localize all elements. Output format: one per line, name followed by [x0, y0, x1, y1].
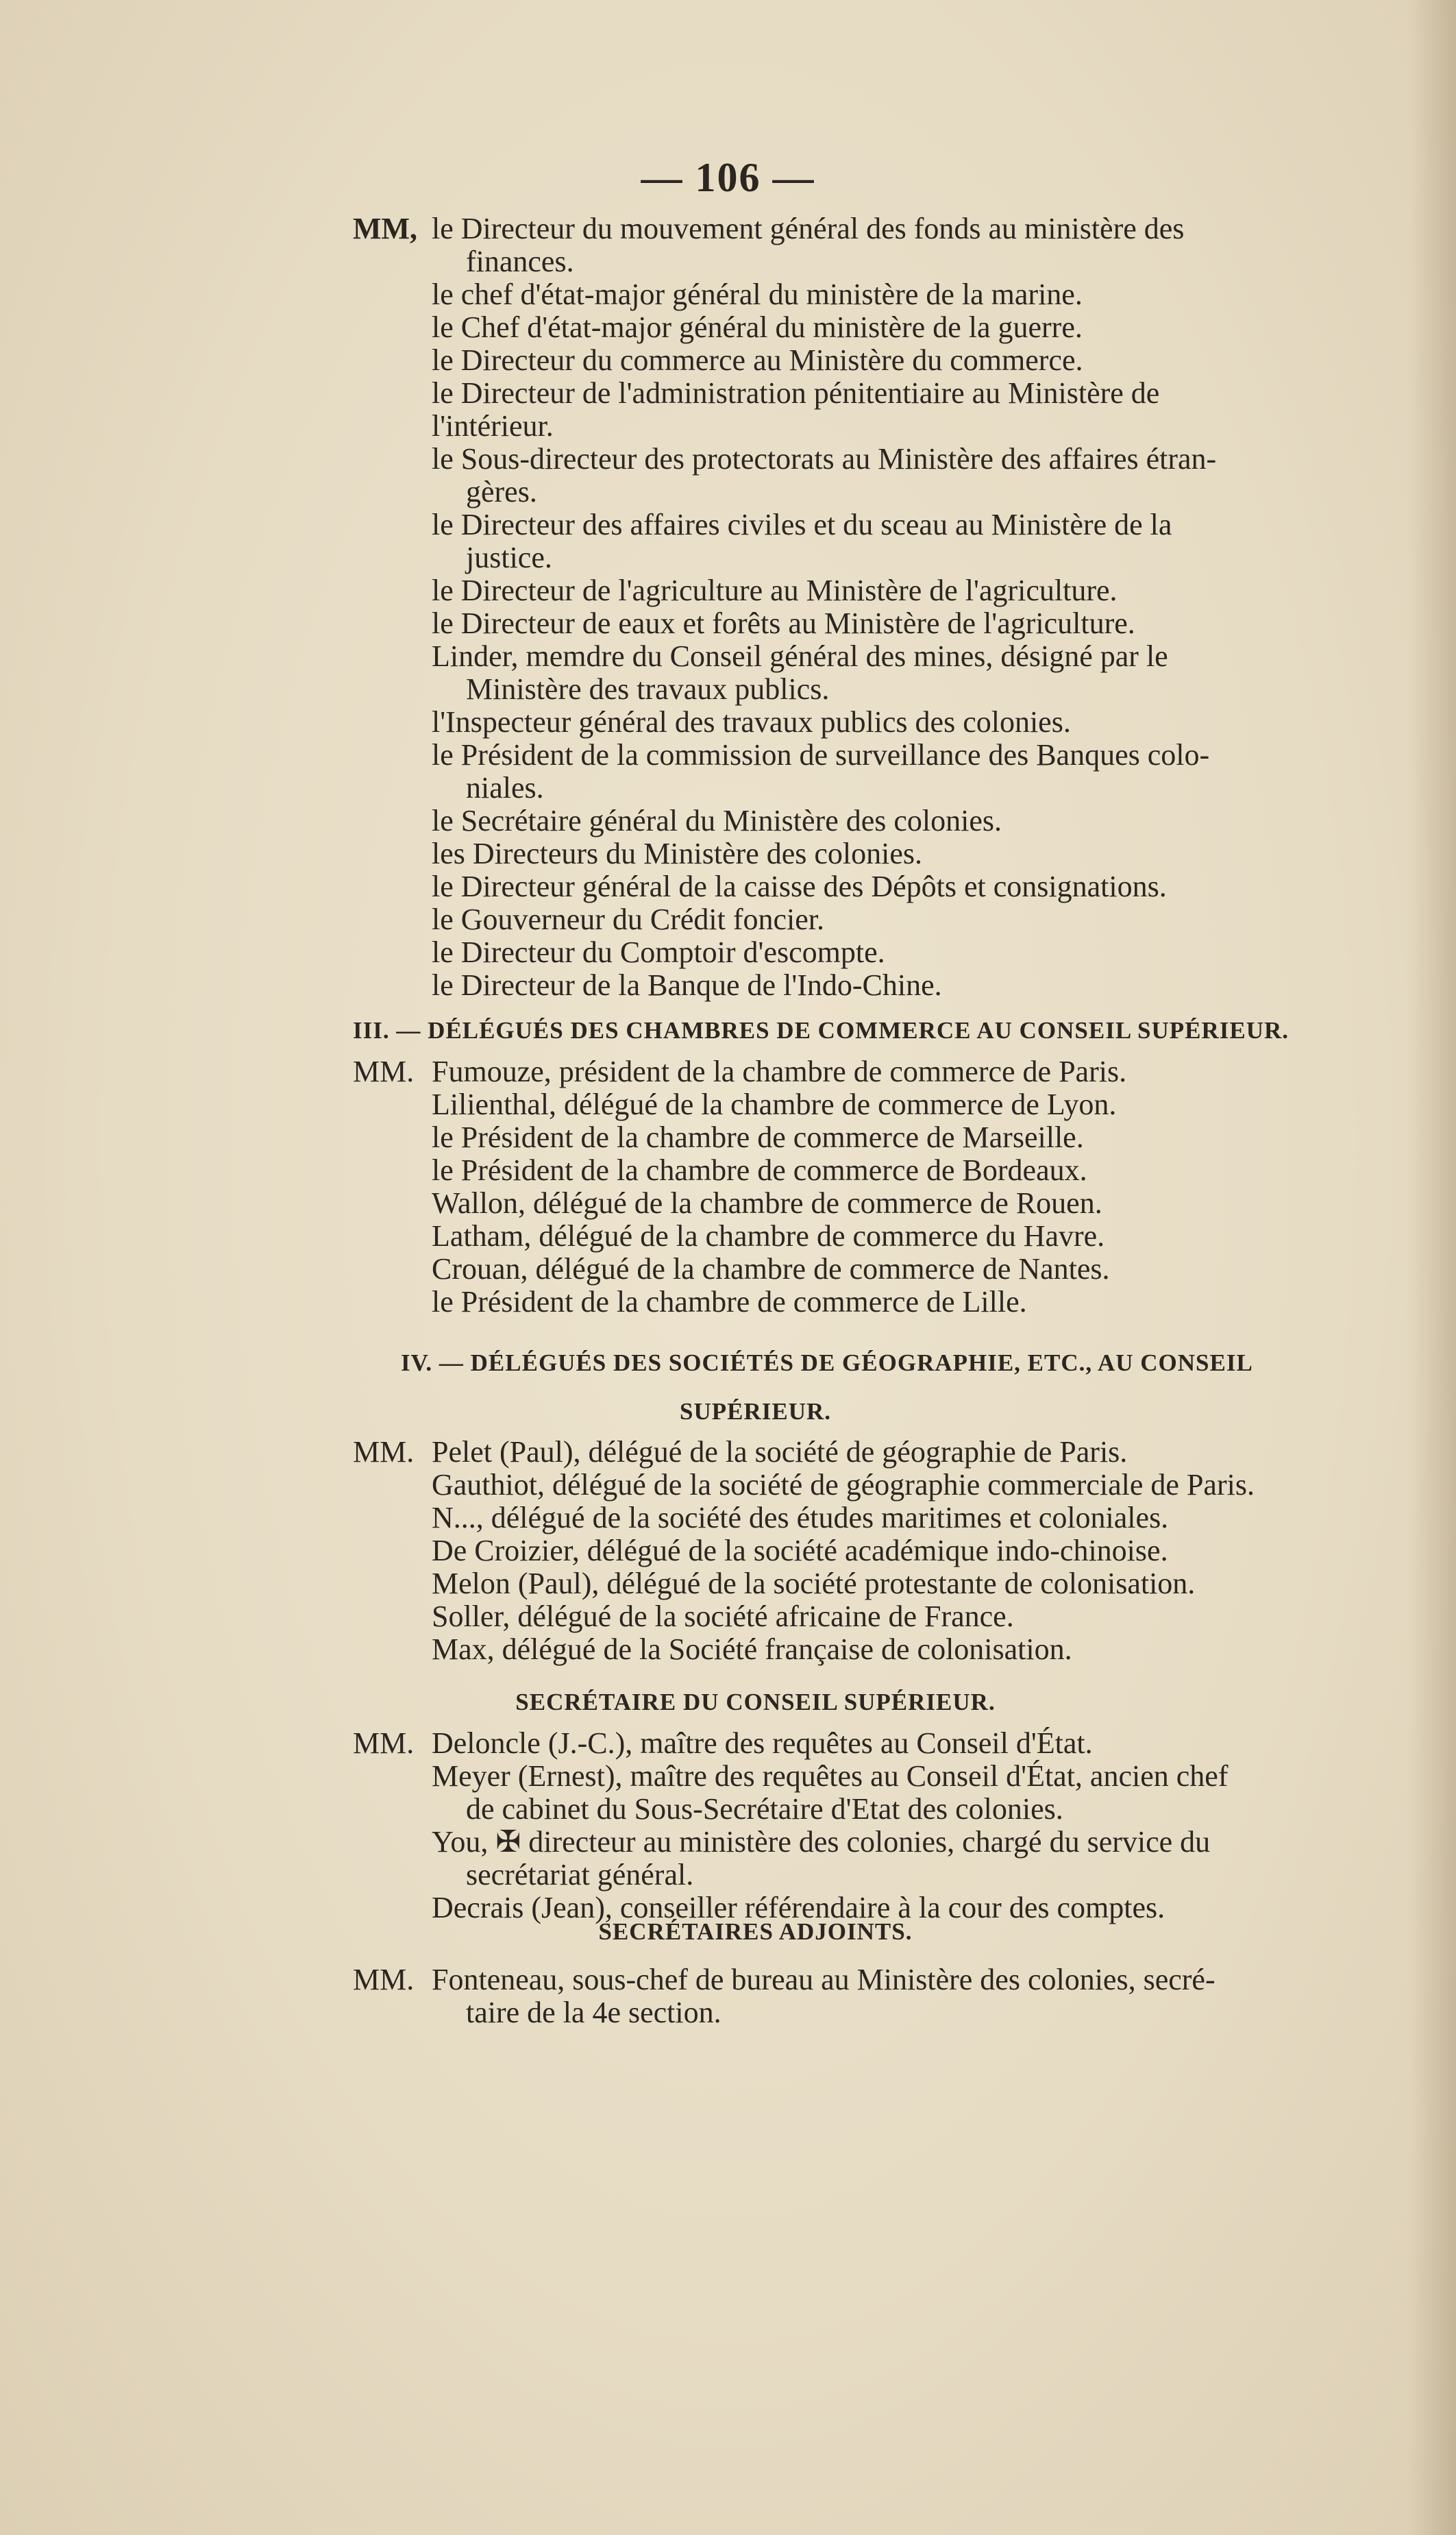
secretaires-adjoints-heading-wrap — [0, 1915, 1456, 1948]
line-text: finances. — [466, 245, 574, 278]
list-item — [346, 311, 1401, 344]
line-text: le chef d'état-major général du ministère de la marine. — [432, 278, 1083, 311]
line-text: le Directeur des affaires civiles et du sceau au Ministère de la — [432, 508, 1172, 541]
secretaire-heading: SECRÉTAIRE DU CONSEIL SUPÉRIEUR. — [515, 1689, 996, 1715]
line-text: Meyer (Ernest), maître des requêtes au Conseil d'État, ancien chef — [432, 1759, 1229, 1793]
list-item — [346, 805, 1401, 837]
secretaires-adjoints-heading: SECRÉTAIRES ADJOINTS. — [598, 1918, 913, 1945]
secretaire-heading-wrap — [0, 1686, 1456, 1719]
list-item — [346, 1793, 1401, 1826]
list-item — [346, 1436, 1401, 1469]
list-item — [346, 903, 1401, 936]
line-text: taire de la 4e section. — [466, 1996, 721, 2029]
secretaire-list — [346, 1727, 1401, 1924]
line-text: le Directeur de eaux et forêts au Ministère de l'agriculture. — [432, 607, 1135, 640]
line-text: de cabinet du Sous-Secrétaire d'Etat des colonies. — [466, 1792, 1063, 1826]
list-item — [346, 1121, 1401, 1154]
line-text: niales. — [466, 771, 544, 805]
section-iv-heading: IV. — DÉLÉGUÉS DES SOCIÉTÉS DE GÉOGRAPHIE, ETC., AU CONSEIL — [401, 1349, 1253, 1376]
list-item — [346, 706, 1401, 739]
list-item — [346, 377, 1401, 410]
line-text: le Directeur de l'agriculture au Ministère de l'agriculture. — [432, 574, 1118, 607]
list-item — [346, 509, 1401, 541]
list-item — [346, 344, 1401, 377]
line-text: gères. — [466, 475, 537, 509]
list-item — [346, 410, 1401, 443]
line-text: le Directeur du Comptoir d'escompte. — [432, 935, 885, 969]
list-item — [346, 245, 1401, 278]
list-item — [346, 1963, 1401, 1996]
line-text: le Président de la chambre de commerce de Lille. — [432, 1285, 1027, 1319]
line-text: secrétariat général. — [466, 1858, 694, 1891]
section-iv — [401, 1347, 1456, 1380]
list-item — [346, 673, 1401, 706]
line-text: Fonteneau, sous-chef de bureau au Ministère des colonies, secré- — [432, 1963, 1216, 1996]
list-item — [346, 772, 1401, 805]
line-text: le Sous-directeur des protectorats au Ministère des affaires étran- — [432, 442, 1217, 476]
line-text: Crouan, délégué de la chambre de commerce de Nantes. — [432, 1252, 1110, 1286]
line-text: Max, délégué de la Société française de colonisation. — [432, 1632, 1072, 1666]
list-item — [346, 607, 1401, 640]
list-item — [346, 870, 1401, 903]
mm-prefix: MM. — [353, 1055, 415, 1088]
line-text: Ministère des travaux publics. — [466, 672, 830, 706]
list-item — [346, 278, 1401, 311]
line-text: l'Inspecteur général des travaux publics des colonies. — [432, 705, 1071, 739]
page-edge-shadow — [1408, 0, 1456, 2535]
list-item — [346, 640, 1401, 673]
line-text: le Directeur de la Banque de l'Indo-Chine. — [432, 968, 942, 1002]
mm-prefix: MM. — [353, 1435, 415, 1469]
line-text: Latham, délégué de la chambre de commerce du Havre. — [432, 1219, 1105, 1253]
line-text: Gauthiot, délégué de la société de géographie commerciale de Paris. — [432, 1468, 1255, 1502]
line-text: le Gouverneur du Crédit foncier. — [432, 903, 825, 936]
line-text: le Directeur du mouvement général des fonds au ministère des — [432, 212, 1185, 245]
list-item — [346, 969, 1401, 1002]
list-item — [346, 541, 1401, 574]
list-item — [346, 443, 1401, 476]
page-number: — 106 — — [641, 155, 815, 200]
line-text: le Président de la commission de surveillance des Banques colo- — [432, 738, 1210, 772]
list-item — [346, 1600, 1401, 1633]
list-item — [346, 1567, 1401, 1600]
list-item — [346, 1253, 1401, 1286]
line-text: le Directeur du commerce au Ministère du commerce. — [432, 343, 1083, 377]
line-text: le Directeur général de la caisse des Dépôts et consignations. — [432, 870, 1167, 903]
list-item — [346, 1088, 1401, 1121]
line-text: De Croizier, délégué de la société académique indo-chinoise. — [432, 1534, 1168, 1567]
line-text: You, ✠ directeur au ministère des colonies, chargé du service du — [432, 1825, 1211, 1859]
list-item — [346, 1502, 1401, 1534]
line-text: Linder, memdre du Conseil général des mines, désigné par le — [432, 639, 1168, 673]
section-iv-heading-2-wrap — [0, 1395, 1456, 1428]
list-item — [346, 1469, 1401, 1502]
list-item — [346, 936, 1401, 969]
list-item — [346, 1220, 1401, 1253]
line-text: le Président de la chambre de commerce de Bordeaux. — [432, 1153, 1087, 1187]
line-text: Fumouze, président de la chambre de commerce de Paris. — [432, 1055, 1127, 1088]
list-item — [346, 1996, 1401, 2029]
line-text: les Directeurs du Ministère des colonies. — [432, 837, 923, 870]
list-item — [346, 1154, 1401, 1187]
line-text: le Secrétaire général du Ministère des colonies. — [432, 804, 1002, 837]
list-item — [346, 1534, 1401, 1567]
list-item — [346, 1633, 1401, 1666]
line-text: Deloncle (J.-C.), maître des requêtes au Conseil d'État. — [432, 1726, 1093, 1760]
list-item — [346, 1187, 1401, 1220]
list-item — [346, 1826, 1401, 1859]
list-item — [346, 1859, 1401, 1891]
section-iii-heading: III. — DÉLÉGUÉS DES CHAMBRES DE COMMERCE AU CONSEIL SUPÉRIEUR. — [353, 1017, 1289, 1044]
list-item — [346, 212, 1401, 245]
section-iv-list — [346, 1436, 1401, 1666]
list-item — [346, 739, 1401, 772]
line-text: Pelet (Paul), délégué de la société de géographie de Paris. — [432, 1435, 1128, 1469]
section-iv-heading-2: SUPÉRIEUR. — [679, 1398, 831, 1425]
line-text: le Directeur de l'administration pénitentiaire au Ministère de — [432, 376, 1160, 410]
list-item — [346, 1760, 1401, 1793]
section-iii-list — [346, 1055, 1401, 1319]
members-list — [346, 212, 1401, 1002]
line-text: justice. — [466, 541, 552, 574]
line-text: Decrais (Jean), conseiller référendaire à la cour des comptes. — [432, 1891, 1165, 1924]
mm-prefix: MM. — [353, 1726, 415, 1760]
line-text: l'intérieur. — [432, 409, 554, 443]
line-text: Wallon, délégué de la chambre de commerce de Rouen. — [432, 1186, 1102, 1220]
line-text: le Président de la chambre de commerce de Marseille. — [432, 1120, 1084, 1154]
mm-prefix: MM, — [353, 212, 418, 245]
list-item — [346, 476, 1401, 509]
line-text: Melon (Paul), délégué de la société protestante de colonisation. — [432, 1567, 1196, 1600]
line-text: Lilienthal, délégué de la chambre de commerce de Lyon. — [432, 1088, 1117, 1121]
section-iii — [353, 1014, 1408, 1047]
list-item — [346, 574, 1401, 607]
mm-prefix: MM. — [353, 1963, 415, 1996]
list-item — [346, 1727, 1401, 1760]
line-text: le Chef d'état-major général du ministère de la guerre. — [432, 310, 1083, 344]
line-text: N..., délégué de la société des études maritimes et coloniales. — [432, 1501, 1169, 1534]
list-item — [346, 837, 1401, 870]
secretaires-adjoints-list — [346, 1963, 1401, 2029]
list-item — [346, 1286, 1401, 1319]
line-text: Soller, délégué de la société africaine de France. — [432, 1600, 1014, 1633]
list-item — [346, 1055, 1401, 1088]
